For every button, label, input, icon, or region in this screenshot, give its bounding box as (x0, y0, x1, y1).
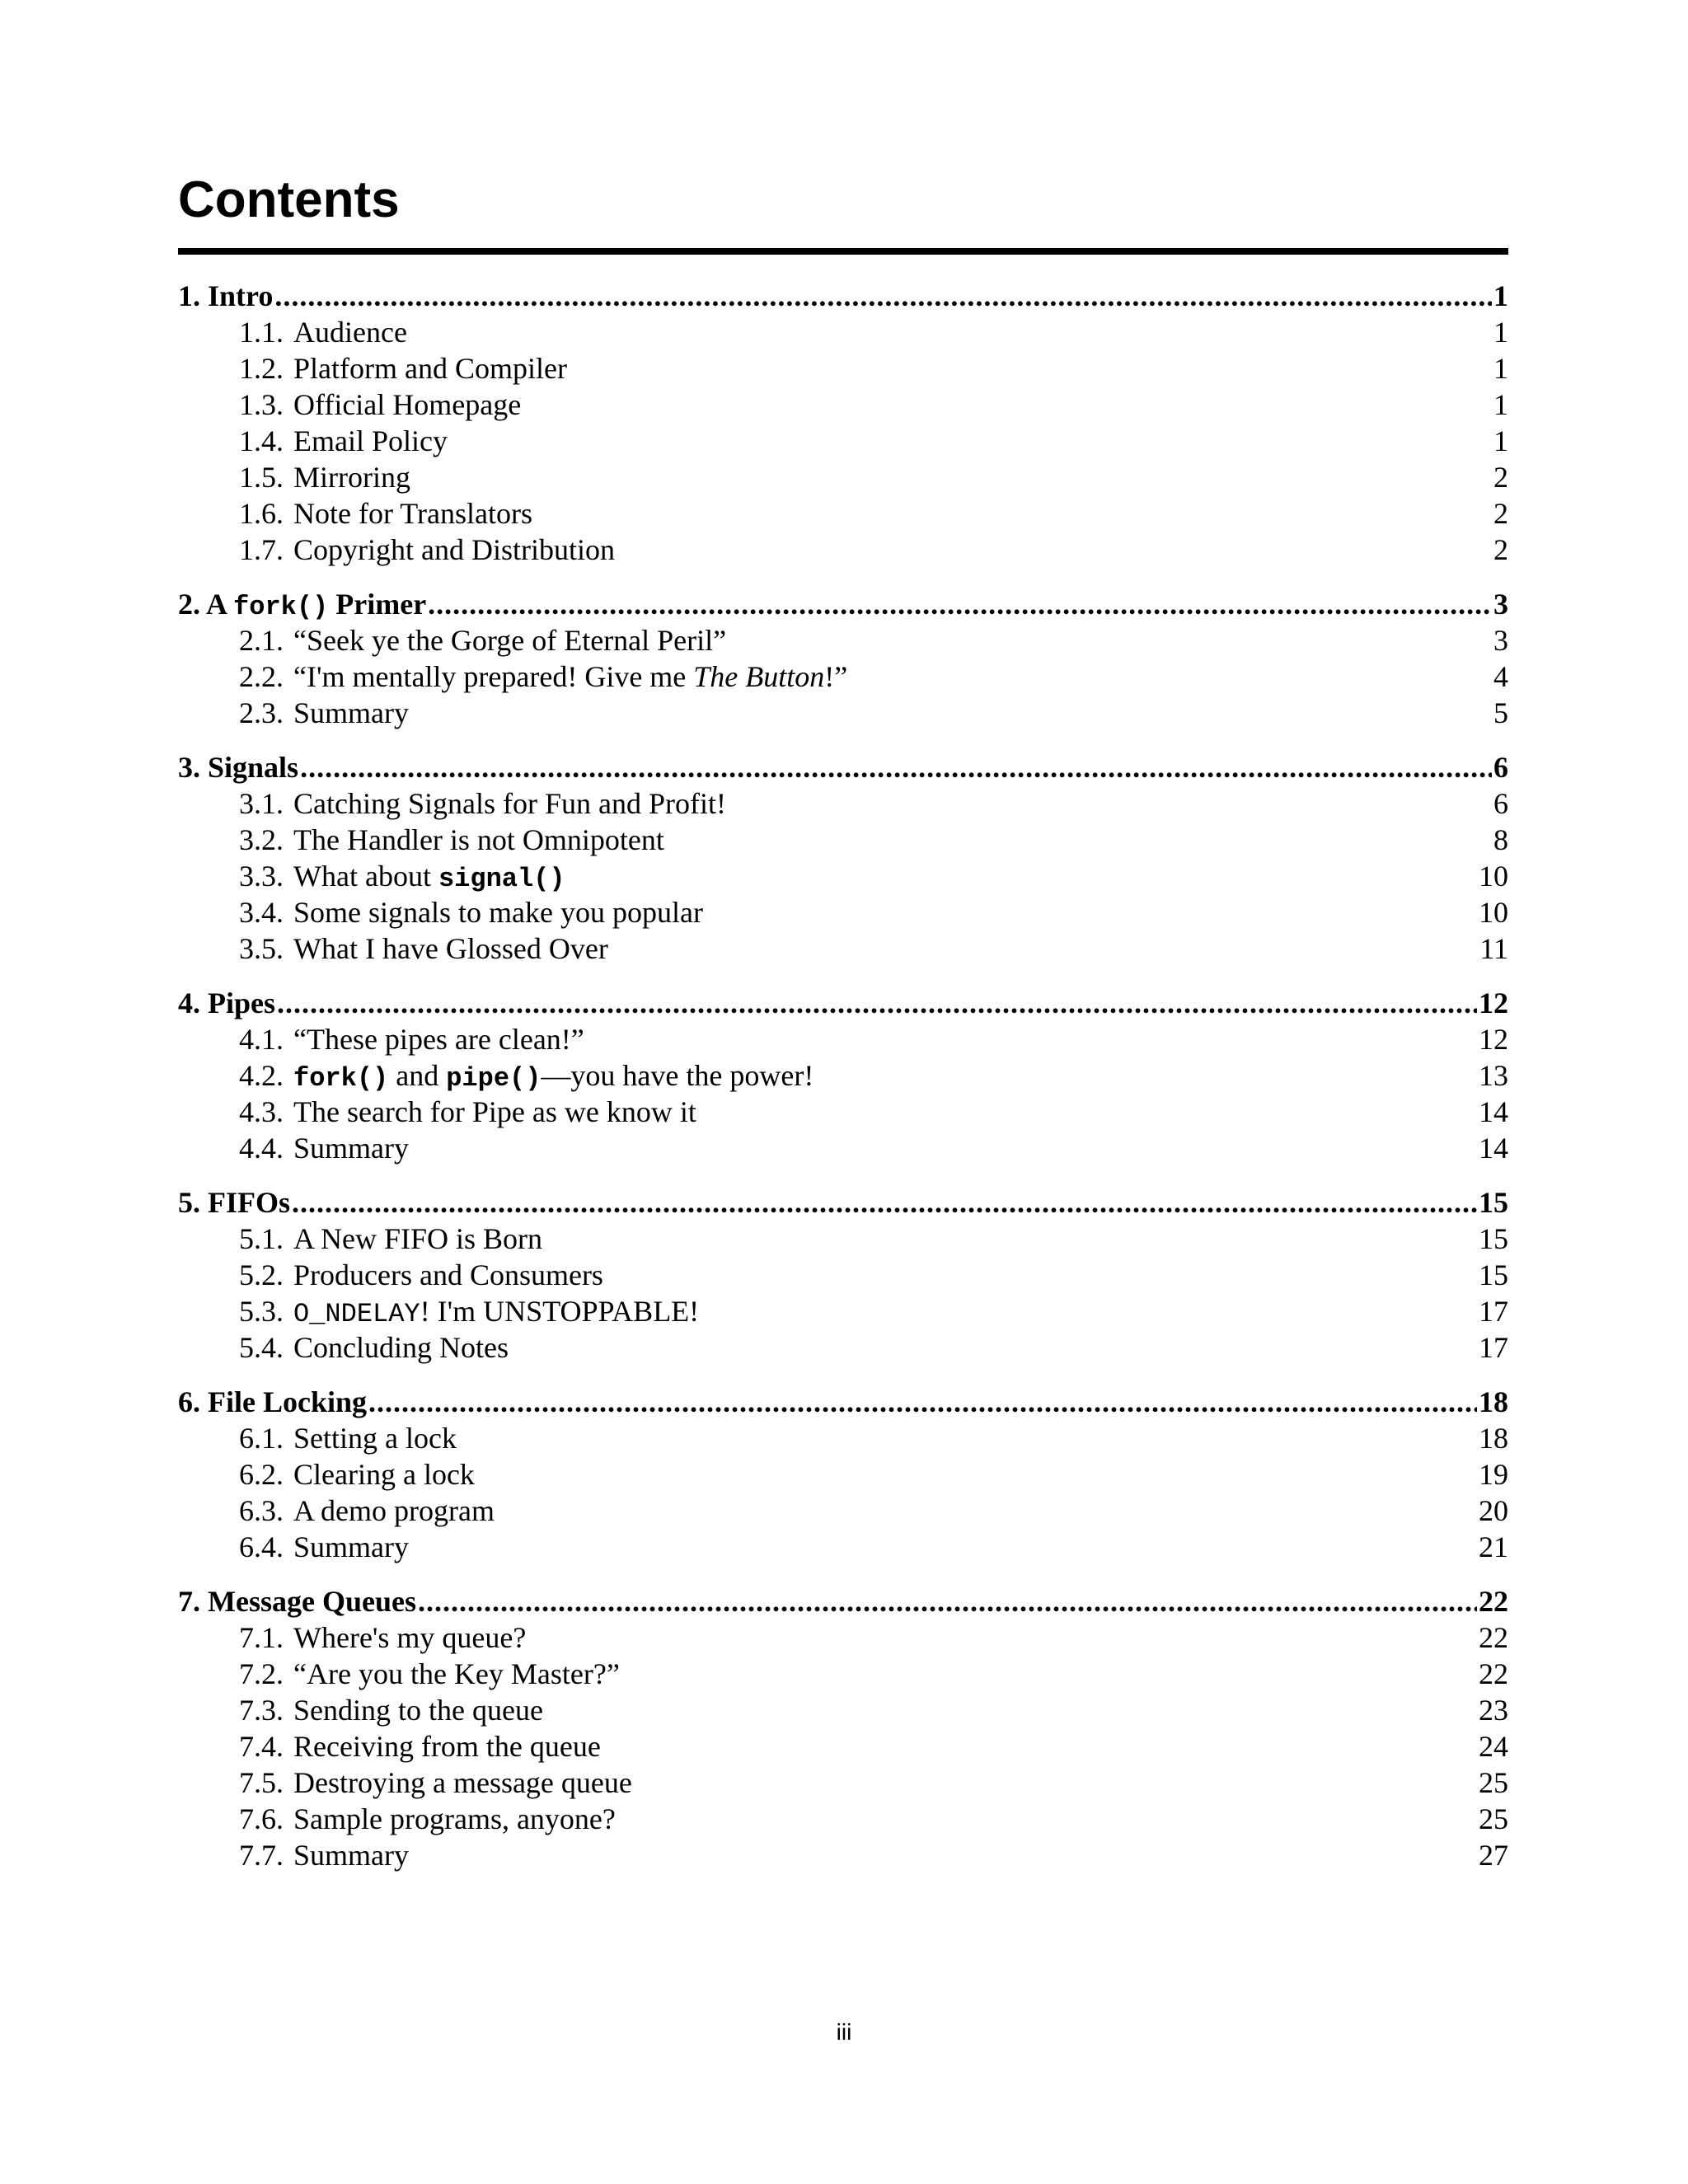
section-entry[interactable] (178, 423, 1508, 459)
dot-leader (428, 586, 1492, 622)
section-entry[interactable] (178, 1257, 1508, 1293)
section-entry[interactable] (178, 1329, 1508, 1366)
section-entry[interactable] (178, 1728, 1508, 1765)
section-page-number: 11 (1479, 932, 1508, 965)
section-number: 4.1. (239, 1023, 284, 1056)
chapter-page-number: 6 (1493, 751, 1508, 784)
section-label (239, 532, 615, 568)
chapter-number: 6. (178, 1385, 200, 1418)
section-page-number: 12 (1479, 1023, 1508, 1056)
section-number: 1.1. (239, 316, 284, 349)
section-title: A demo program (293, 1494, 495, 1527)
section-label (239, 695, 409, 731)
section-title: Where's my queue? (293, 1621, 527, 1654)
section-page-number: 10 (1479, 896, 1508, 929)
section-title: Note for Translators (293, 497, 532, 530)
section-title-code: fork() (293, 1063, 389, 1094)
chapter-entry[interactable] (178, 749, 1508, 785)
section-page-number: 21 (1479, 1530, 1508, 1563)
section-title-code: pipe() (446, 1063, 542, 1094)
section-title: The Handler is not Omnipotent (293, 823, 664, 856)
section-number: 3.3. (239, 860, 284, 893)
chapter-page-number: 12 (1479, 987, 1508, 1019)
section-entry[interactable] (178, 894, 1508, 930)
section-title-code: O_NDELAY (293, 1299, 420, 1329)
section-number: 1.6. (239, 497, 284, 530)
chapter-page-number: 22 (1479, 1585, 1508, 1618)
section-page-number: 25 (1479, 1766, 1508, 1799)
section-page-number: 8 (1493, 823, 1508, 856)
chapter-title-suffix: Primer (335, 588, 427, 621)
section-number: 5.2. (239, 1258, 284, 1291)
section-page-number: 2 (1493, 461, 1508, 494)
section-page-number: 13 (1479, 1059, 1508, 1092)
chapter-1 (178, 278, 1508, 568)
chapter-title: FIFOs (208, 1186, 291, 1219)
chapter-title: Intro (208, 279, 274, 312)
section-number: 6.1. (239, 1422, 284, 1455)
section-label (239, 495, 532, 532)
section-number: 1.3. (239, 388, 284, 421)
chapter-entry[interactable] (178, 586, 1508, 622)
chapter-heading (178, 278, 273, 314)
section-entry[interactable] (178, 658, 1508, 695)
section-number: 6.4. (239, 1530, 284, 1563)
section-number: 7.4. (239, 1730, 284, 1763)
section-title: Summary (293, 1132, 409, 1165)
section-label (239, 1692, 543, 1728)
chapter-page-number: 15 (1479, 1186, 1508, 1219)
chapter-6 (178, 1384, 1508, 1565)
section-label (239, 350, 567, 387)
section-entry[interactable] (178, 1420, 1508, 1456)
section-entry[interactable] (178, 1529, 1508, 1565)
toc-list (178, 278, 1508, 1873)
section-label (239, 1329, 509, 1366)
section-label (239, 1837, 409, 1873)
chapter-heading (178, 985, 275, 1021)
section-title: Platform and Compiler (293, 352, 567, 385)
section-page-number: 1 (1493, 388, 1508, 421)
section-page-number: 14 (1479, 1095, 1508, 1128)
section-number: 4.2. (239, 1059, 284, 1092)
section-number: 7.7. (239, 1839, 284, 1872)
section-title-code: signal() (438, 864, 565, 894)
section-title: Sample programs, anyone? (293, 1802, 616, 1835)
section-label (239, 1221, 542, 1257)
section-page-number: 25 (1479, 1802, 1508, 1835)
section-number: 7.5. (239, 1766, 284, 1799)
section-page-number: 1 (1493, 316, 1508, 349)
section-page-number: 5 (1493, 696, 1508, 729)
chapter-heading (178, 749, 298, 785)
section-number: 2.1. (239, 624, 284, 657)
section-entry[interactable] (178, 532, 1508, 568)
dot-leader (300, 749, 1492, 785)
section-entry[interactable] (178, 387, 1508, 423)
section-label (239, 1656, 620, 1692)
section-number: 1.7. (239, 533, 284, 566)
section-page-number: 15 (1479, 1258, 1508, 1291)
section-page-number: 22 (1479, 1657, 1508, 1690)
section-title: The search for Pipe as we know it (293, 1095, 696, 1128)
section-page-number: 14 (1479, 1132, 1508, 1165)
section-title-conjunction: and (396, 1059, 439, 1092)
section-title: Destroying a message queue (293, 1766, 632, 1799)
section-page-number: 15 (1479, 1222, 1508, 1255)
section-page-number: 1 (1493, 424, 1508, 457)
section-title-suffix: —you have the power! (541, 1059, 814, 1092)
section-title: “These pipes are clean!” (293, 1023, 584, 1056)
section-page-number: 23 (1479, 1694, 1508, 1727)
chapter-number: 2. (178, 588, 200, 621)
page-title: Contents (178, 171, 400, 228)
chapter-title-code: fork() (233, 592, 329, 622)
section-number: 1.5. (239, 461, 284, 494)
section-title: Catching Signals for Fun and Profit! (293, 787, 726, 820)
section-title-italic: The Button (693, 660, 825, 693)
chapter-heading (178, 586, 426, 626)
section-title: Email Policy (293, 424, 448, 457)
chapter-entry[interactable] (178, 1384, 1508, 1420)
section-number: 6.2. (239, 1458, 284, 1491)
section-entry[interactable] (178, 459, 1508, 495)
chapter-heading (178, 1184, 290, 1221)
section-label (239, 930, 608, 967)
section-entry[interactable] (178, 785, 1508, 822)
section-page-number: 27 (1479, 1839, 1508, 1872)
section-page-number: 17 (1479, 1331, 1508, 1364)
section-title: Copyright and Distribution (293, 533, 615, 566)
section-page-number: 3 (1493, 624, 1508, 657)
section-number: 7.3. (239, 1694, 284, 1727)
section-title-suffix: !” (824, 660, 848, 693)
section-number: 7.6. (239, 1802, 284, 1835)
section-number: 6.3. (239, 1494, 284, 1527)
section-label (239, 459, 410, 495)
section-entry[interactable] (178, 858, 1508, 894)
section-number: 1.4. (239, 424, 284, 457)
dot-leader (274, 278, 1492, 314)
section-title-prefix: What about (293, 860, 431, 893)
section-label (239, 1257, 603, 1293)
section-label (239, 894, 703, 930)
section-entry[interactable] (178, 1221, 1508, 1257)
section-entry[interactable] (178, 1837, 1508, 1873)
section-number: 5.3. (239, 1295, 284, 1328)
chapter-number: 4. (178, 987, 200, 1019)
section-entry[interactable] (178, 695, 1508, 731)
section-entry[interactable] (178, 1765, 1508, 1801)
chapter-heading (178, 1384, 367, 1420)
chapter-7 (178, 1583, 1508, 1873)
dot-leader (418, 1583, 1477, 1619)
section-title: Producers and Consumers (293, 1258, 603, 1291)
chapter-number: 3. (178, 751, 200, 784)
section-number: 3.4. (239, 896, 284, 929)
section-entry[interactable] (178, 1456, 1508, 1493)
section-entry[interactable] (178, 1094, 1508, 1130)
section-label (239, 423, 448, 459)
section-label (239, 1057, 814, 1097)
section-entry[interactable] (178, 622, 1508, 658)
section-entry[interactable] (178, 314, 1508, 350)
section-title: What I have Glossed Over (293, 932, 608, 965)
chapter-title: Message Queues (208, 1585, 416, 1618)
chapter-entry[interactable] (178, 1583, 1508, 1619)
section-number: 3.2. (239, 823, 284, 856)
chapter-entry[interactable] (178, 1184, 1508, 1221)
section-entry[interactable] (178, 1656, 1508, 1692)
section-number: 2.2. (239, 660, 284, 693)
section-label (239, 785, 726, 822)
section-number: 4.4. (239, 1132, 284, 1165)
section-label (239, 858, 565, 898)
chapter-5 (178, 1184, 1508, 1366)
section-page-number: 24 (1479, 1730, 1508, 1763)
chapter-number: 5. (178, 1186, 200, 1219)
section-title: Sending to the queue (293, 1694, 543, 1727)
dot-leader (277, 985, 1477, 1021)
chapter-4 (178, 985, 1508, 1166)
section-label (239, 1021, 584, 1057)
section-page-number: 22 (1479, 1621, 1508, 1654)
section-title: Setting a lock (293, 1422, 457, 1455)
chapter-3 (178, 749, 1508, 967)
chapter-title: File Locking (208, 1385, 368, 1418)
chapter-number: 7. (178, 1585, 200, 1618)
section-entry[interactable] (178, 930, 1508, 967)
section-title: Some signals to make you popular (293, 896, 703, 929)
section-entry[interactable] (178, 1057, 1508, 1094)
section-title: Official Homepage (293, 388, 522, 421)
chapter-page-number: 18 (1479, 1385, 1508, 1418)
chapter-title-prefix: A (206, 588, 227, 621)
section-title: Summary (293, 696, 409, 729)
section-title: Audience (293, 316, 407, 349)
section-label (239, 1130, 409, 1166)
section-entry[interactable] (178, 1801, 1508, 1837)
section-page-number: 18 (1479, 1422, 1508, 1455)
section-entry[interactable] (178, 1021, 1508, 1057)
section-label (239, 1619, 526, 1656)
section-title: “Seek ye the Gorge of Eternal Peril” (293, 624, 727, 657)
section-label (239, 622, 726, 658)
section-number: 5.4. (239, 1331, 284, 1364)
section-entry[interactable] (178, 350, 1508, 387)
section-title: Receiving from the queue (293, 1730, 601, 1763)
section-page-number: 6 (1493, 787, 1508, 820)
section-title: A New FIFO is Born (293, 1222, 543, 1255)
dot-leader (292, 1184, 1477, 1221)
section-label (239, 387, 521, 423)
page-footer-number: iii (836, 2019, 852, 2045)
section-entry[interactable] (178, 1130, 1508, 1166)
section-title-prefix: “I'm mentally prepared! Give me (293, 660, 687, 693)
section-number: 2.3. (239, 696, 284, 729)
section-label (239, 1456, 475, 1493)
section-page-number: 4 (1493, 660, 1508, 693)
chapter-entry[interactable] (178, 278, 1508, 314)
section-title: Concluding Notes (293, 1331, 509, 1364)
chapter-title: Signals (208, 751, 299, 784)
section-entry[interactable] (178, 1493, 1508, 1529)
section-page-number: 17 (1479, 1295, 1508, 1328)
section-label (239, 658, 847, 695)
section-title: Mirroring (293, 461, 410, 494)
section-page-number: 2 (1493, 533, 1508, 566)
section-number: 5.1. (239, 1222, 284, 1255)
section-number: 3.1. (239, 787, 284, 820)
section-label (239, 1493, 495, 1529)
section-entry[interactable] (178, 1293, 1508, 1329)
section-number: 7.1. (239, 1621, 284, 1654)
section-number: 4.3. (239, 1095, 284, 1128)
toc-page (178, 169, 1508, 1891)
section-label (239, 1728, 601, 1765)
section-entry[interactable] (178, 1692, 1508, 1728)
chapter-heading (178, 1583, 416, 1619)
section-label (239, 1094, 696, 1130)
section-entry[interactable] (178, 1619, 1508, 1656)
dot-leader (368, 1384, 1477, 1420)
section-label (239, 1765, 632, 1801)
section-label (239, 1801, 616, 1837)
section-page-number: 19 (1479, 1458, 1508, 1491)
section-title: Summary (293, 1530, 409, 1563)
section-page-number: 2 (1493, 497, 1508, 530)
section-label (239, 822, 664, 858)
chapter-number: 1. (178, 279, 200, 312)
section-title: “Are you the Key Master?” (293, 1657, 620, 1690)
chapter-title: Pipes (208, 987, 276, 1019)
section-page-number: 20 (1479, 1494, 1508, 1527)
section-title-suffix: ! I'm UNSTOPPABLE! (420, 1295, 700, 1328)
section-entry[interactable] (178, 495, 1508, 532)
title-rule (178, 248, 1508, 255)
section-label (239, 1293, 699, 1333)
section-title: Clearing a lock (293, 1458, 475, 1491)
section-label (239, 314, 407, 350)
section-page-number: 10 (1479, 860, 1508, 893)
section-label (239, 1529, 409, 1565)
section-number: 1.2. (239, 352, 284, 385)
section-title: Summary (293, 1839, 409, 1872)
section-number: 7.2. (239, 1657, 284, 1690)
section-label (239, 1420, 457, 1456)
chapter-page-number: 1 (1493, 279, 1508, 312)
section-entry[interactable] (178, 822, 1508, 858)
section-page-number: 1 (1493, 352, 1508, 385)
section-number: 3.5. (239, 932, 284, 965)
chapter-page-number: 3 (1493, 588, 1508, 621)
chapter-2 (178, 586, 1508, 731)
chapter-entry[interactable] (178, 985, 1508, 1021)
